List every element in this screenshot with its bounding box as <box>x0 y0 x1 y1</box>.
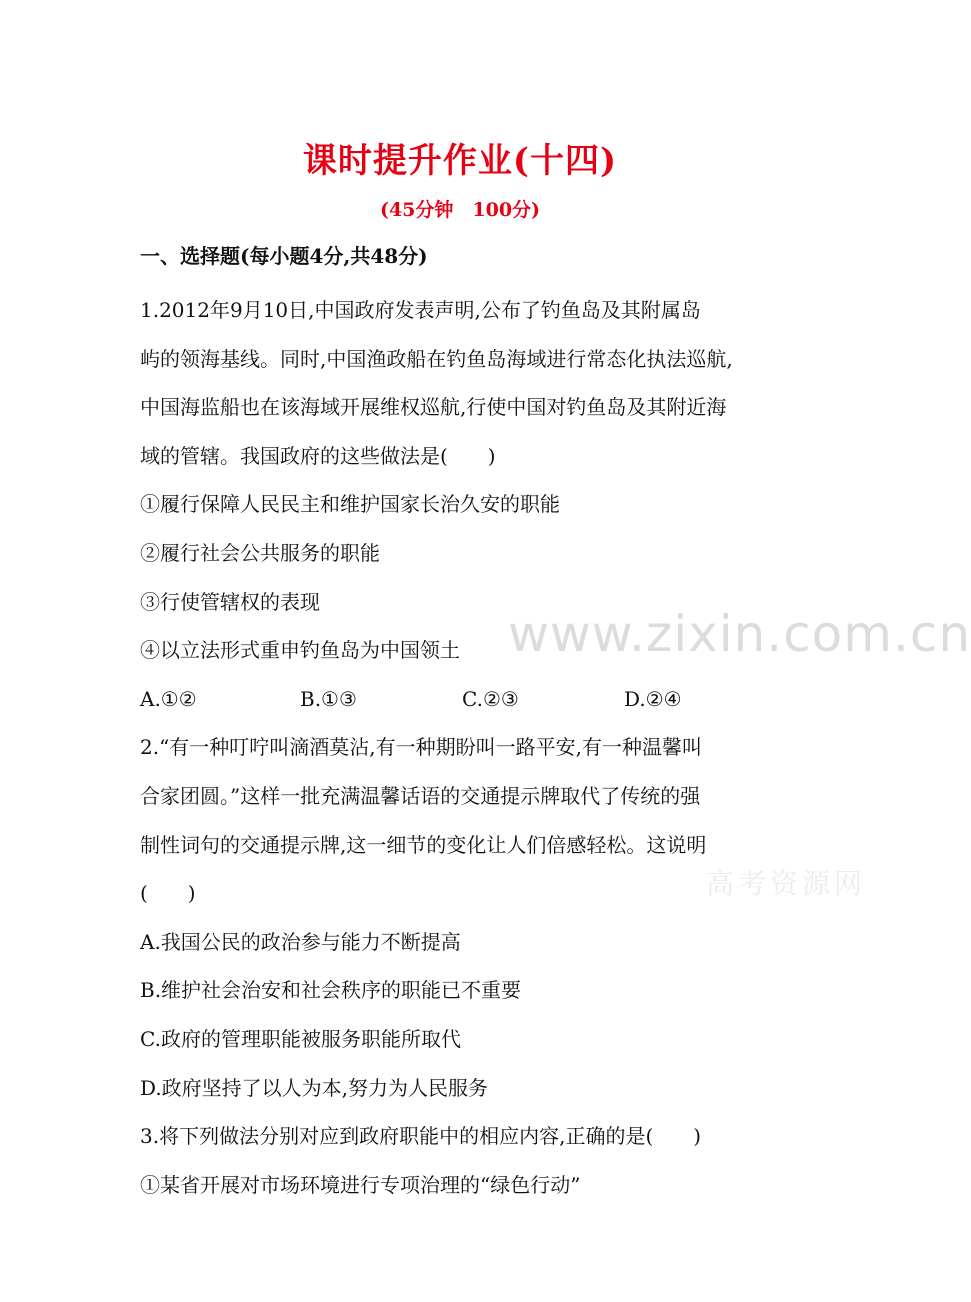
section-heading: 一、选择题(每小题4分,共48分) <box>140 244 428 268</box>
option-b: B.①③ <box>300 686 357 711</box>
question-stem-line: 域的管辖。我国政府的这些做法是( ) <box>140 443 496 468</box>
question-stem-line: 制性词句的交通提示牌,这一细节的变化让人们倍感轻松。这说明 <box>140 832 707 857</box>
question-stem-line: ( ) <box>140 881 196 906</box>
option-c: C.政府的管理职能被服务职能所取代 <box>140 1026 461 1051</box>
watermark: www.zixin.com.cn <box>508 605 971 663</box>
question-stem-line: 屿的领海基线。同时,中国渔政船在钓鱼岛海域进行常态化执法巡航, <box>140 346 733 371</box>
option-d: D.②④ <box>624 686 682 711</box>
page-subtitle: (45分钟 100分) <box>379 199 541 221</box>
option-a: A.①② <box>140 686 197 711</box>
option-b: B.维护社会治安和社会秩序的职能已不重要 <box>140 978 522 1003</box>
question-2 <box>140 723 800 1112</box>
watermark-secondary: 高考资源网 <box>706 867 867 900</box>
page-title: 课时提升作业(十四) <box>302 141 618 181</box>
statement-item: ①某省开展对市场环境进行专项治理的“绿色行动” <box>140 1172 581 1197</box>
question-content <box>140 286 800 1209</box>
option-a: A.我国公民的政治参与能力不断提高 <box>140 929 461 954</box>
question-stem-line: 中国海监船也在该海域开展维权巡航,行使中国对钓鱼岛及其附近海 <box>140 395 727 420</box>
statement-item: ②履行社会公共服务的职能 <box>140 540 380 565</box>
question-stem-line: 合家团圆。”这样一批充满温馨话语的交通提示牌取代了传统的强 <box>140 783 701 808</box>
statement-item: ④以立法形式重申钓鱼岛为中国领土 <box>140 638 460 663</box>
question-stem-line: 2.“有一种叮咛叫滴酒莫沾,有一种期盼叫一路平安,有一种温馨叫 <box>140 735 703 760</box>
answer-options <box>140 675 800 724</box>
question-stem-line: 1.2012年9月10日,中国政府发表声明,公布了钓鱼岛及其附属岛 <box>140 298 701 322</box>
question-stem-line: 3.将下列做法分别对应到政府职能中的相应内容,正确的是( ) <box>140 1124 702 1149</box>
question-3 <box>140 1112 800 1209</box>
option-c: C.②③ <box>462 686 519 711</box>
statement-item: ①履行保障人民民主和维护国家长治久安的职能 <box>140 492 560 517</box>
option-d: D.政府坚持了以人为本,努力为人民服务 <box>140 1075 489 1100</box>
statement-item: ③行使管辖权的表现 <box>140 589 320 614</box>
